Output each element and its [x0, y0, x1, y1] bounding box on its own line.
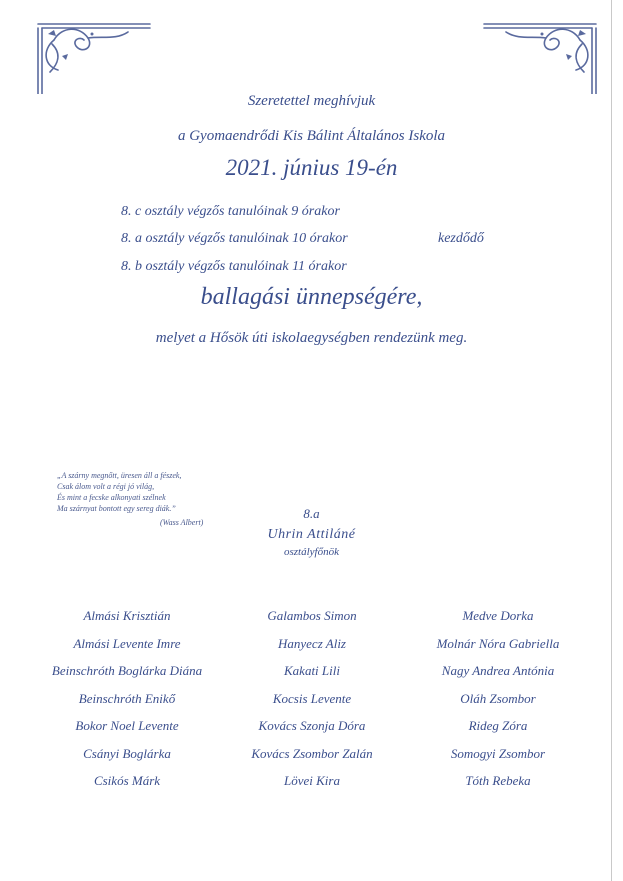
student-name: Beinschróth Enikő [78, 690, 176, 706]
student-name: Medve Dorka [462, 608, 534, 623]
student-name: Nagy Andrea Antónia [441, 663, 555, 678]
corner-ornament-left-icon [32, 20, 152, 94]
student-name: Galambos Simon [267, 608, 357, 623]
student-name: Csányi Boglárka [83, 745, 171, 761]
corner-ornament-right-icon [482, 20, 602, 94]
teacher-role: osztályfőnök [284, 546, 339, 558]
class-schedule-line: 8. a osztály végzős tanulóinak 10 órakor [121, 231, 348, 246]
student-name: Hanyecz Aliz [278, 635, 346, 651]
poem-line: És mint a fecske alkonyati szélnek [57, 493, 166, 502]
student-name: Molnár Nóra Gabriella [436, 635, 560, 651]
student-name: Lövei Kira [284, 773, 340, 788]
venue-line: melyet a Hősök úti iskolaegységben rendezünk meg. [155, 330, 468, 346]
student-name: Bokor Noel Levente [75, 718, 179, 733]
student-name: Rideg Zóra [468, 718, 528, 733]
class-label: 8.a [303, 506, 320, 521]
student-name: Almási Levente Imre [73, 635, 181, 651]
poem-line: Csak álom volt a régi jó világ, [57, 482, 155, 491]
event-date: 2021. június 19-én [225, 155, 398, 180]
student-name: Kovács Szonja Dóra [258, 718, 366, 733]
student-name: Kovács Zsombor Zalán [251, 745, 373, 761]
starts-label: kezdődő [438, 231, 484, 246]
poem-author: (Wass Albert) [160, 518, 204, 527]
class-schedule-line: 8. b osztály végzős tanulóinak 11 órakor [121, 259, 347, 274]
invite-line: Szeretettel meghívjuk [247, 93, 376, 109]
class-schedule-line: 8. c osztály végzős tanulóinak 9 órakor [121, 204, 340, 219]
poem-line: „A szárny megnőtt, üresen áll a fészek, [57, 471, 182, 480]
poem-line: Ma szárnyat bontott egy sereg diák.” [57, 504, 176, 513]
student-column-3 [388, 607, 608, 800]
student-name: Oláh Zsombor [460, 690, 536, 706]
student-name: Beinschróth Boglárka Diána [51, 663, 203, 678]
ceremony-title: ballagási ünnepségére, [200, 284, 423, 310]
student-name: Kakati Lili [284, 663, 340, 678]
teacher-name: Uhrin Attiláné [267, 527, 356, 542]
student-name: Somogyi Zsombor [450, 745, 546, 761]
student-name: Csikós Márk [93, 773, 161, 788]
school-name: a Gyomaendrődi Kis Bálint Általános Iskola [177, 128, 446, 144]
ornamental-frame [32, 20, 602, 94]
student-name: Kocsis Levente [272, 690, 352, 706]
student-name: Almási Krisztián [83, 608, 171, 623]
student-name: Tóth Rebeka [465, 773, 531, 788]
